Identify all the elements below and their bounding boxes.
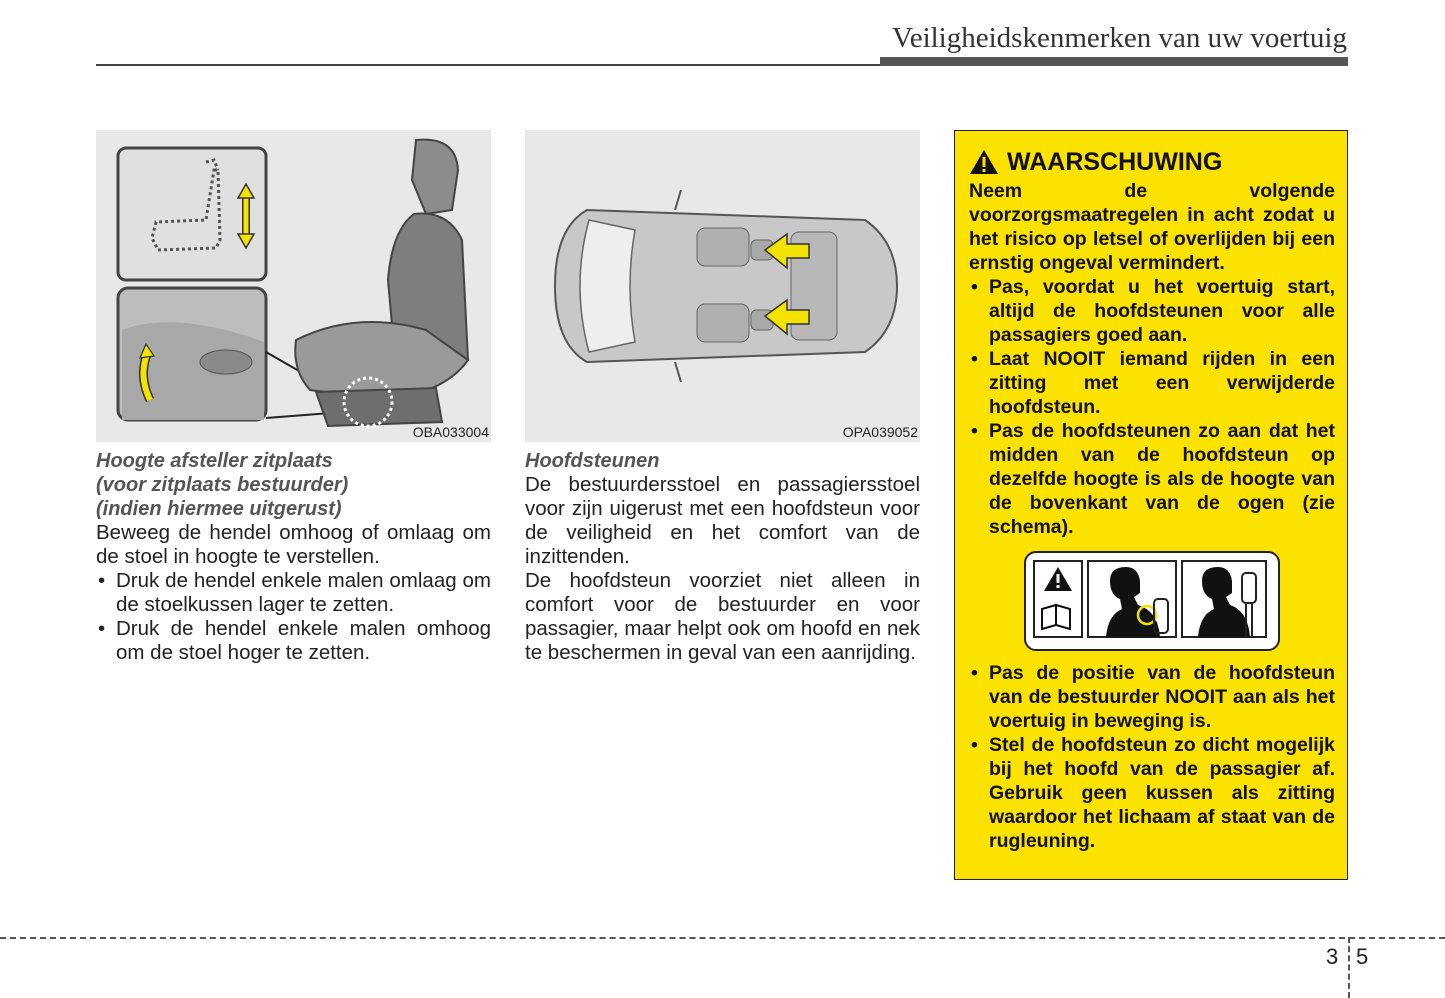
list-item: • Laat NOOIT iemand rijden in een zitting met een verwijderde hoofdsteun.	[969, 347, 1335, 419]
list-item: • Pas de hoofdsteunen zo aan dat het midden van de hoofdsteun op dezelfde hoogte is als de hoogte van de bovenkant van de ogen (zie schema).	[969, 419, 1335, 539]
section-paragraph: De bestuurdersstoel en passagiersstoel voor zijn uigerust met een hoofdsteun voor de veiligheid en het comfort van de inzittenden.	[525, 473, 920, 568]
seat-height-section	[96, 449, 491, 665]
headrest-position-diagram	[1024, 551, 1280, 651]
page-header-title: Veiligheidskenmerken van uw voertuig	[891, 22, 1347, 54]
header-bar	[880, 57, 1348, 66]
instruction-list	[96, 569, 491, 665]
list-item: • Stel de hoofdsteun zo dicht mogelijk bij het hoofd van de passagier af. Gebruik geen kussen als zitting waardoor het lichaam af staat van de rugleuning.	[969, 733, 1335, 853]
chapter-number: 3	[1326, 944, 1339, 969]
section-heading: Hoofdsteunen	[525, 450, 660, 472]
list-item: • Pas de positie van de hoofdsteun van de bestuurder NOOIT aan als het voertuig in beweging is.	[969, 661, 1335, 733]
warning-box	[954, 130, 1348, 880]
section-heading	[96, 449, 491, 521]
section-paragraph: De hoofdsteun voorziet niet alleen in comfort voor de bestuurder en voor passagier, maar helpt ook om hoofd en nek te beschermen in geval van een aanrijding.	[525, 569, 920, 664]
footer-rule	[0, 937, 1445, 939]
warning-triangle-icon	[969, 149, 999, 175]
warning-title: WAARSCHUWING	[1007, 148, 1223, 176]
heading-line: (voor zitplaats bestuurder)	[96, 474, 349, 496]
section-paragraph: Beweeg de hendel omhoog of omlaag om de stoel in hoogte te verstellen.	[96, 521, 491, 568]
list-item: • Pas, voordat u het voertuig start, altijd de hoofdsteunen voor alle passagiers goed aan.	[969, 275, 1335, 347]
headrest-diagram-illustration	[1026, 553, 1274, 645]
figure-code: OPA039052	[842, 424, 918, 440]
car-topview-illustration	[525, 130, 920, 442]
warning-list	[969, 661, 1335, 853]
seat-height-figure	[96, 130, 491, 442]
heading-line: Hoogte afsteller zitplaats	[96, 450, 333, 472]
page-number-separator	[1348, 937, 1350, 998]
warning-heading	[969, 147, 1335, 177]
warning-intro: Neem de volgende voorzorgsmaatregelen in acht zodat u het risico op letsel of overlijden bij een ernstig ongeval vermindert.	[969, 180, 1335, 274]
headrest-section	[525, 449, 920, 665]
seat-illustration	[96, 130, 491, 442]
page-number: 5	[1356, 944, 1369, 969]
list-item: • Druk de hendel enkele malen omhoog om de stoel hoger te zetten.	[96, 617, 491, 665]
list-item: • Druk de hendel enkele malen omlaag om de stoelkussen lager te zetten.	[96, 569, 491, 617]
heading-line: (indien hiermee uitgerust)	[96, 498, 342, 520]
headrest-car-figure	[525, 130, 920, 442]
warning-list	[969, 275, 1335, 539]
figure-code: OBA033004	[412, 424, 489, 440]
